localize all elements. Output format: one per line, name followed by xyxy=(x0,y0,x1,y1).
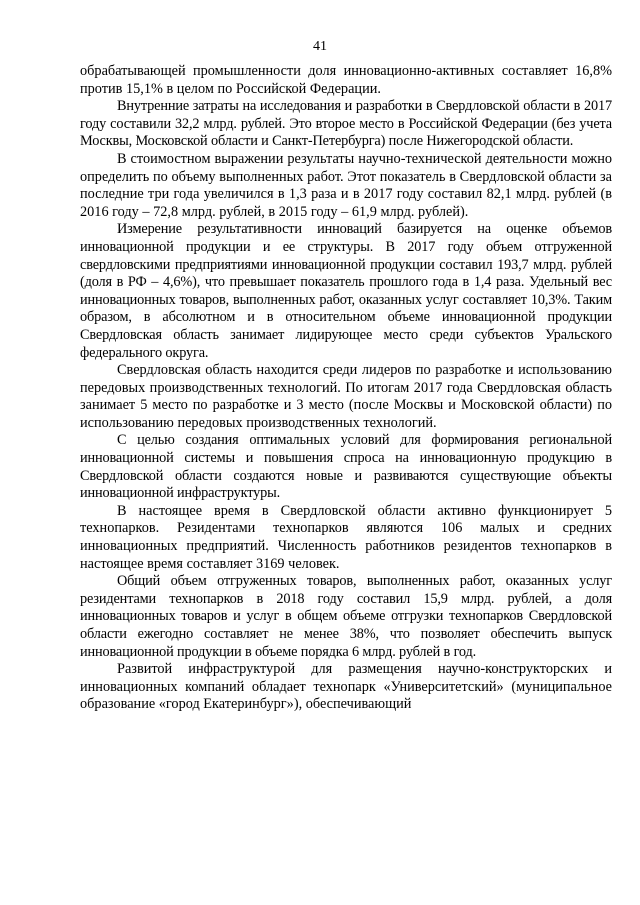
paragraph-rnd-expenses: Внутренние затраты на исследования и разработки в Свердловской области в 2017 году составили 32,2 млрд. рублей. Это второе место в Российской Федерации (без учета Москвы, Московской области и Санкт-Петербурга) после Нижегородской области. xyxy=(80,98,612,150)
paragraph-innovation-output: Измерение результативности инноваций базируется на оценке объемов инновационной продукции и ее структуры. В 2017 году объем отгруженной свердловскими предприятиями инновационной продукции составил 193,7 млрд. рублей (доля в РФ – 4,6%), что превышает показатель прошлого года в 1,4 раза. Удельный вес инновационных товаров, выполненных работ, оказанных услуг составляет 10,3%. Таким образом, в абсолютном и в относительном объеме инновационной продукции Свердловская область занимает лидирующее место среди субъектов Уральского федерального округа. xyxy=(80,221,612,361)
body-text xyxy=(80,63,612,714)
paragraph-advanced-technologies: Свердловская область находится среди лидеров по разработке и использованию передовых производственных технологий. По итогам 2017 года Свердловская область занимает 5 место по разработке и 3 место (после Москвы и Московской области) по использованию передовых производственных технологий. xyxy=(80,362,612,431)
paragraph-infrastructure-goal: С целью создания оптимальных условий для формирования региональной инновационной системы и повышения спроса на инновационную продукцию в Свердловской области создаются новые и развиваются существующие объекты инновационной инфраструктуры. xyxy=(80,432,612,502)
paragraph-university-technopark: Развитой инфраструктурой для размещения научно-конструкторских и инновационных компаний обладает технопарк «Университетский» (муниципальное образование «город Екатеринбург»), обеспечивающий xyxy=(80,661,612,713)
paragraph-technoparks: В настоящее время в Свердловской области активно функционирует 5 технопарков. Резидентами технопарков являются 106 малых и средних инновационных предприятий. Численность работников резидентов технопарков в настоящее время составляет 3169 человек. xyxy=(80,502,612,572)
page-number: 41 xyxy=(313,39,327,54)
paragraph-continuation: обрабатывающей промышленности доля инновационно-активных составляет 16,8% против 15,1% в целом по Российской Федерации. xyxy=(80,63,612,97)
paragraph-value-results: В стоимостном выражении результаты научно-технической деятельности можно определить по объему выполненных работ. Этот показатель в Свердловской области за последние три года увеличился в 1,3 раза и в 2017 году составил 82,1 млрд. рублей (в 2016 году – 72,8 млрд. рублей, в 2015 году – 61,9 млрд. рублей). xyxy=(80,150,612,220)
paragraph-technopark-output: Общий объем отгруженных товаров, выполненных работ, оказанных услуг резидентами технопарков в 2018 году составил 15,9 млрд. рублей, а доля инновационных товаров и услуг в общем объеме отгрузки технопарков Свердловской области ежегодно составляет не менее 38%, что позволяет обеспечить выпуск инновационной продукции в объеме порядка 6 млрд. рублей в год. xyxy=(80,573,612,660)
